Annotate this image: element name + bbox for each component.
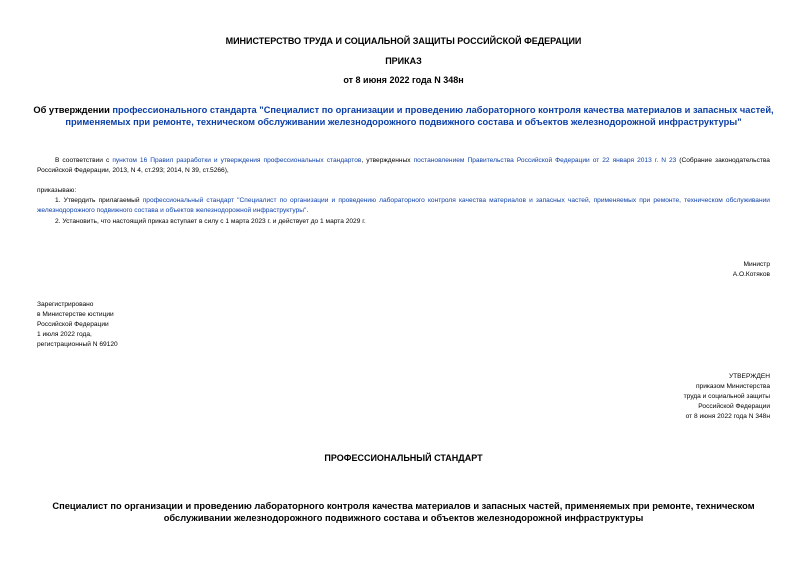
signature-name: А.О.Котяков [732, 271, 770, 278]
item1-suffix: . [306, 207, 309, 214]
approved-line-2: приказом Министерства [695, 383, 770, 390]
title-standard-link[interactable]: профессионального стандарта "Специалист по организации и проведению лабораторного контроля качества материалов и запасных частей, применяемых при ремонте, техническом обслуживании железнодорожного подвижного состава и объектов железнодорожной инфраструктуры" [65, 105, 774, 127]
standard-heading: ПРОФЕССИОНАЛЬНЫЙ СТАНДАРТ [324, 453, 483, 463]
preamble-text-2: , утвержденных [361, 157, 414, 164]
ministry-heading: МИНИСТЕРСТВО ТРУДА И СОЦИАЛЬНОЙ ЗАЩИТЫ РОССИЙСКОЙ ФЕДЕРАЦИИ [225, 36, 582, 46]
registration-line-4: 1 июля 2022 года, [37, 331, 92, 338]
preamble-paragraph [37, 156, 770, 176]
order-item-1 [37, 196, 770, 216]
signature-position: Министр [743, 261, 770, 268]
title-prefix: Об утверждении [33, 105, 113, 115]
order-date-number: от 8 июня 2022 года N 348н [343, 75, 464, 85]
approved-line-1: УТВЕРЖДЕН [728, 373, 770, 380]
order-title [30, 104, 777, 128]
approved-line-5: от 8 июня 2022 года N 348н [685, 413, 770, 420]
registration-line-2: в Министерстве юстиции [37, 311, 114, 318]
resolution-link[interactable]: постановлением Правительства Российской Федерации от 22 января 2013 г. N 23 [413, 157, 677, 164]
approved-line-3: труда и социальной защиты [683, 393, 770, 400]
preamble-text-3: (Собрание законодательства Российской Федерации, 2013, N 4, ст.293; 2014, N 39, ст.5266), [37, 157, 770, 174]
registration-line-3: Российской Федерации [37, 321, 109, 328]
approved-line-4: Российской Федерации [698, 403, 770, 410]
doc-type-heading: ПРИКАЗ [385, 56, 422, 66]
item1-prefix: 1. Утвердить прилагаемый [55, 197, 143, 204]
order-item-2: 2. Установить, что настоящий приказ вступает в силу с 1 марта 2023 г. и действует до 1 марта 2029 г. [55, 218, 366, 225]
rules-link[interactable]: пунктом 16 Правил разработки и утверждения профессиональных стандартов [112, 157, 362, 164]
preamble-text-1: В соответствии с [55, 157, 113, 164]
registration-line-1: Зарегистрировано [37, 301, 94, 308]
standard-name: Специалист по организации и проведению лабораторного контроля качества материалов и запасных частей, применяемых при ремонте, техническом обслуживании железнодорожного подвижного состава и объектов железнодорожной инфраструктуры [52, 501, 755, 523]
standard-link[interactable]: профессиональный стандарт "Специалист по организации и проведению лабораторного контроля качества материалов и запасных частей, применяемых при ремонте, техническом обслуживании железнодорожного подвижного состава и объектов железнодорожной инфраструктуры" [37, 197, 770, 214]
registration-line-5: регистрационный N 69120 [37, 341, 118, 348]
order-word: приказываю: [37, 187, 77, 194]
